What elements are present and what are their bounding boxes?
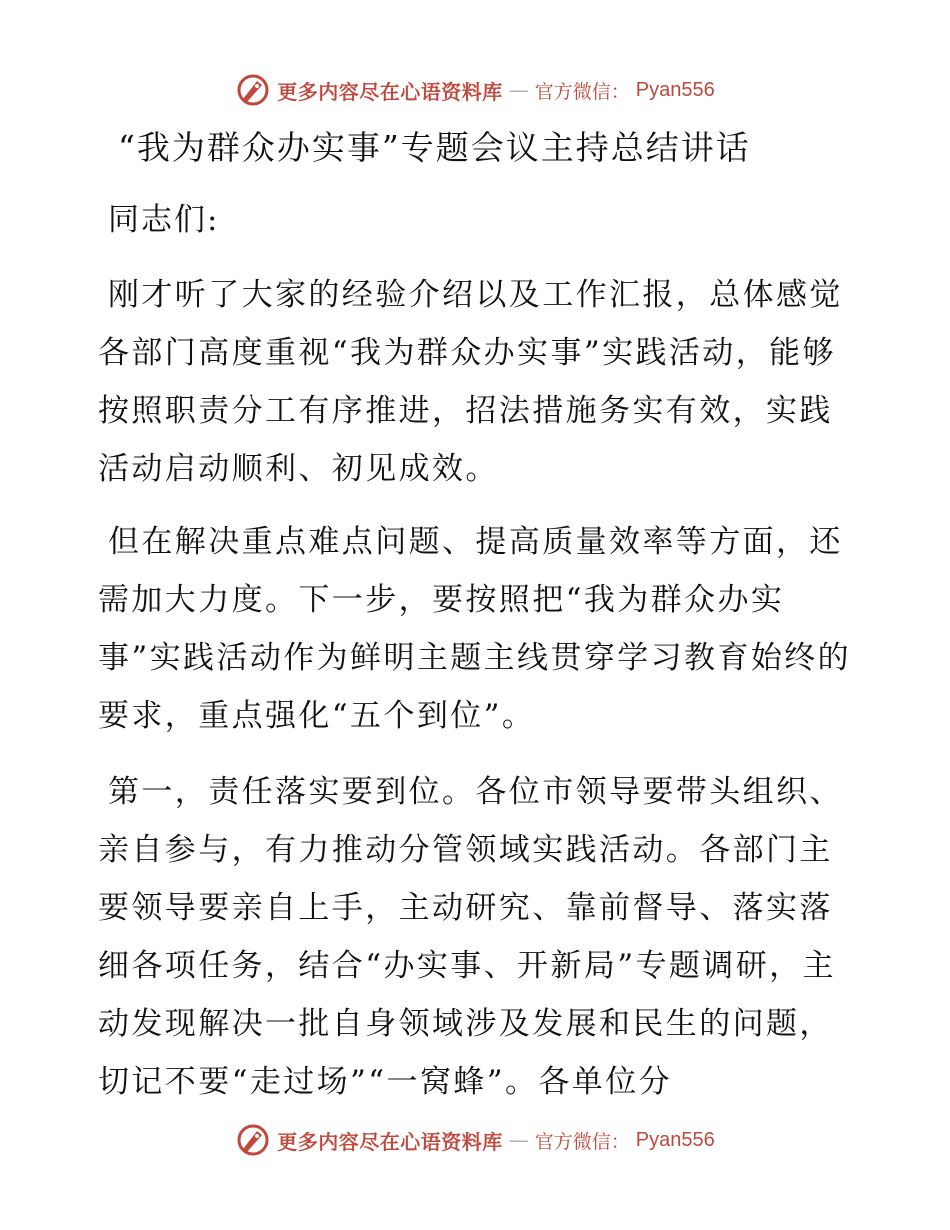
pen-nib-circle-logo-icon — [235, 72, 271, 108]
watermark-official-label: 官方微信： — [534, 1130, 630, 1153]
pen-nib-circle-logo-icon — [235, 1122, 271, 1158]
watermark-separator: — — [508, 78, 529, 102]
watermark-site-text: 更多内容尽在心语资料库 — [277, 79, 503, 104]
paragraph-3: 第一，责任落实要到位。各位市领导要带头组织、亲自参与，有力推动分管领域实践活动。各部门主要领导要亲自上手，主动研究、靠前督导、落实落细各项任务，结合“办实事、开新局”专题调研，主动发现解决一批自身领域涉及发展和民生的问题，切记不要“走过场”“一窝蜂”。各单位分 — [98, 774, 843, 1100]
watermark-official-label: 官方微信： — [534, 80, 630, 103]
watermark-site-text: 更多内容尽在心语资料库 — [277, 1129, 503, 1154]
paragraph-2: 但在解决重点难点问题、提高质量效率等方面，还需加大力度。下一步，要按照把“我为群众办实事”实践活动作为鲜明主题主线贯穿学习教育始终的要求，重点强化“五个到位”。 — [98, 524, 852, 734]
footer-watermark — [0, 1120, 950, 1160]
watermark-wechat-id: Pyan556 — [635, 78, 715, 101]
watermark-wechat-id: Pyan556 — [635, 1128, 715, 1151]
salutation: 同志们: — [108, 202, 220, 238]
document-title: “我为群众办实事”专题会议主持总结讲话 — [118, 128, 751, 167]
header-watermark — [0, 70, 950, 110]
watermark-separator: — — [508, 1128, 529, 1152]
paragraph-1: 刚才听了大家的经验介绍以及工作汇报，总体感觉各部门高度重视“我为群众办实事”实践活动，能够按照职责分工有序推进，招法措施务实有效，实践活动启动顺利、初见成效。 — [98, 277, 843, 487]
